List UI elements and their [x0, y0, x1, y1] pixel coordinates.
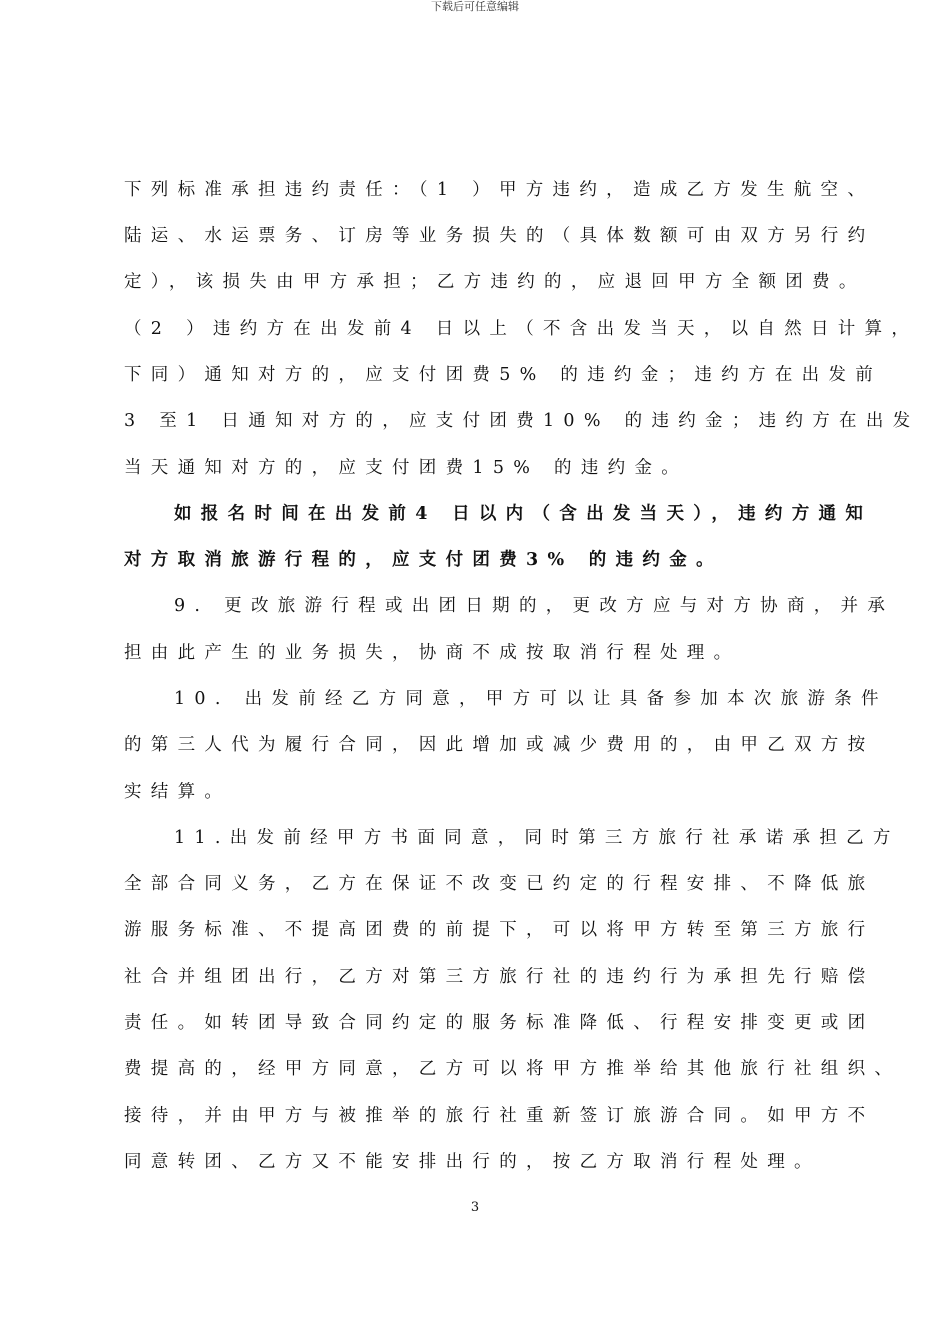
text-line: 担由此产生的业务损失，协商不成按取消行程处理。 [124, 643, 741, 663]
bold-text-line: 如报名时间在出发前4 日以内（含出发当天），违约方通知 [174, 504, 873, 524]
text-line: 费提高的，经甲方同意，乙方可以将甲方推举给其他旅行社组织、 [124, 1059, 902, 1079]
text-line: 全部合同义务，乙方在保证不改变已约定的行程安排、不降低旅 [124, 874, 875, 894]
text-line: 实结算。 [124, 782, 232, 802]
page-number: 3 [470, 1200, 480, 1215]
text-line: 陆运、水运票务、订房等业务损失的（具体数额可由双方另行约 [124, 226, 875, 246]
text-line: 责任。如转团导致合同约定的服务标准降低、行程安排变更或团 [124, 1013, 875, 1033]
text-line: 下同）通知对方的，应支付团费5% 的违约金；违约方在出发前 [124, 365, 883, 385]
bold-text-line: 对方取消旅游行程的，应支付团费3% 的违约金。 [124, 550, 723, 570]
text-line: 游服务标准、不提高团费的前提下，可以将甲方转至第三方旅行 [124, 920, 875, 940]
text-line: 下列标准承担违约责任：（1 ）甲方违约，造成乙方发生航空、 [124, 180, 875, 200]
page-header: 下载后可任意编辑 [431, 0, 519, 13]
text-line: 10. 出发前经乙方同意，甲方可以让具备参加本次旅游条件 [174, 689, 888, 709]
text-line: 3 至1 日通知对方的，应支付团费10% 的违约金；违约方在出发 [124, 411, 920, 431]
text-line: 接待，并由甲方与被推举的旅行社重新签订旅游合同。如甲方不 [124, 1106, 875, 1126]
text-line: 的第三人代为履行合同，因此增加或减少费用的，由甲乙双方按 [124, 735, 875, 755]
text-line: 9. 更改旅游行程或出团日期的，更改方应与对方协商，并承 [174, 596, 895, 616]
text-line: 当天通知对方的，应支付团费15% 的违约金。 [124, 458, 689, 478]
text-line: 定），该损失由甲方承担；乙方违约的，应退回甲方全额团费。 [124, 272, 866, 292]
text-line: 同意转团、乙方又不能安排出行的，按乙方取消行程处理。 [124, 1152, 821, 1172]
text-line: 11.出发前经甲方书面同意，同时第三方旅行社承诺承担乙方 [174, 828, 900, 848]
text-line: （2 ）违约方在出发前4 日以上（不含出发当天，以自然日计算， [124, 319, 919, 339]
text-line: 社合并组团出行，乙方对第三方旅行社的违约行为承担先行赔偿 [124, 967, 875, 987]
